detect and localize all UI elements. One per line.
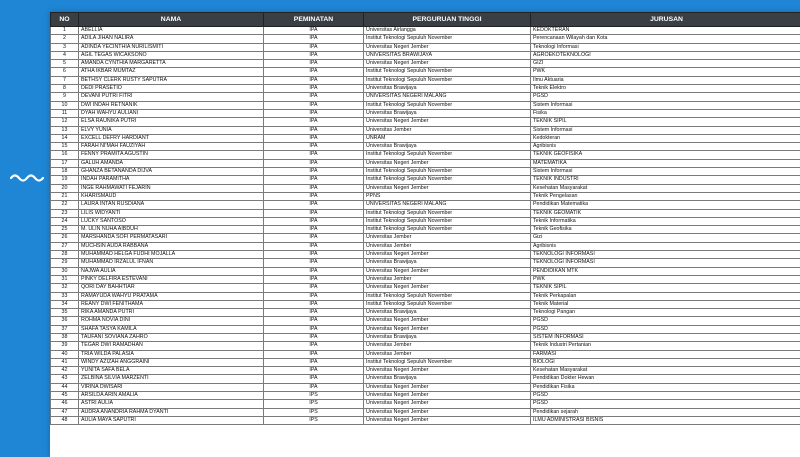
cell-perguruan-tinggi: Universitas Negeri Jember xyxy=(364,416,531,424)
cell-peminatan: IPA xyxy=(264,342,364,350)
table-row xyxy=(51,35,800,43)
cell-jurusan: Pendidikan Fisika xyxy=(531,383,800,391)
cell-perguruan-tinggi: Universitas Jember xyxy=(364,234,531,242)
cell-peminatan: IPA xyxy=(264,275,364,283)
header-peminatan: PEMINATAN xyxy=(264,13,364,27)
cell-perguruan-tinggi: Universitas Brawijaya xyxy=(364,109,531,117)
table-row xyxy=(51,143,800,151)
cell-nama: SHAFA TASYA KAMILA xyxy=(79,325,264,333)
cell-no: 47 xyxy=(51,408,79,416)
cell-no: 15 xyxy=(51,143,79,151)
cell-jurusan: Pendidikan Dokter Hewan xyxy=(531,375,800,383)
cell-perguruan-tinggi: Institut Teknologi Sepuluh November xyxy=(364,35,531,43)
cell-peminatan: IPA xyxy=(264,333,364,341)
cell-nama: AGIL TEGAS WICAKSONO xyxy=(79,51,264,59)
cell-peminatan: IPA xyxy=(264,101,364,109)
cell-no: 48 xyxy=(51,416,79,424)
cell-nama: DEDI PRASETIO xyxy=(79,85,264,93)
cell-jurusan: BIOLOGI xyxy=(531,358,800,366)
cell-perguruan-tinggi: Institut Teknologi Sepuluh November xyxy=(364,226,531,234)
cell-jurusan: TEKNOLOGI INFORMASI xyxy=(531,251,800,259)
cell-no: 39 xyxy=(51,342,79,350)
table-row xyxy=(51,284,800,292)
cell-nama: VIRINA DWISARI xyxy=(79,383,264,391)
cell-no: 12 xyxy=(51,118,79,126)
cell-perguruan-tinggi: Institut Teknologi Sepuluh November xyxy=(364,176,531,184)
cell-nama: M. ULIN NUHA AIBDUH xyxy=(79,226,264,234)
cell-no: 14 xyxy=(51,134,79,142)
cell-perguruan-tinggi: Institut Teknologi Sepuluh November xyxy=(364,358,531,366)
table-row xyxy=(51,201,800,209)
table-row xyxy=(51,251,800,259)
cell-nama: MUHAMMAD HELGA FUDHI MOJALLA xyxy=(79,251,264,259)
cell-nama: RAMAYUDA WAHYU PRATAMA xyxy=(79,292,264,300)
cell-nama: ZELBINA SILVIA MARZENTI xyxy=(79,375,264,383)
cell-nama: ADILA JIHAN NALIRA xyxy=(79,35,264,43)
cell-jurusan: Sistem Informasi xyxy=(531,101,800,109)
cell-perguruan-tinggi: Universitas Negeri Jember xyxy=(364,43,531,51)
wave-icon xyxy=(10,172,44,184)
cell-no: 9 xyxy=(51,93,79,101)
cell-peminatan: IPA xyxy=(264,85,364,93)
table-row xyxy=(51,292,800,300)
cell-nama: DWI INDAH RETNANIK xyxy=(79,101,264,109)
cell-jurusan: PWK xyxy=(531,275,800,283)
cell-jurusan: Pendidikan Matematika xyxy=(531,201,800,209)
cell-perguruan-tinggi: Universitas Negeri Jember xyxy=(364,267,531,275)
cell-jurusan: Pendidikan sejarah xyxy=(531,408,800,416)
cell-nama: LUCKY SANTOSO xyxy=(79,217,264,225)
cell-jurusan: Teknologi Informasi xyxy=(531,43,800,51)
cell-nama: MARSHANDA SOFI PERMATASARI xyxy=(79,234,264,242)
cell-no: 38 xyxy=(51,333,79,341)
cell-peminatan: IPA xyxy=(264,159,364,167)
cell-perguruan-tinggi: Universitas Negeri Jember xyxy=(364,159,531,167)
cell-peminatan: IPA xyxy=(264,358,364,366)
table-row xyxy=(51,192,800,200)
cell-nama: ATHA IKBAR MUMTAZ xyxy=(79,68,264,76)
cell-peminatan: IPA xyxy=(264,217,364,225)
table-row xyxy=(51,217,800,225)
cell-jurusan: Teknik Industri Pertanian xyxy=(531,342,800,350)
cell-no: 21 xyxy=(51,192,79,200)
cell-peminatan: IPA xyxy=(264,126,364,134)
table-row xyxy=(51,51,800,59)
cell-jurusan: Sistem Informasi xyxy=(531,168,800,176)
cell-perguruan-tinggi: Universitas Jember xyxy=(364,350,531,358)
cell-nama: REANY DWI FENITHAMA xyxy=(79,300,264,308)
cell-jurusan: KEDOKTERAN xyxy=(531,27,800,35)
cell-perguruan-tinggi: Universitas Brawijaya xyxy=(364,375,531,383)
cell-nama: ASTRI AULIA xyxy=(79,400,264,408)
cell-peminatan: IPA xyxy=(264,201,364,209)
cell-perguruan-tinggi: Institut Teknologi Sepuluh November xyxy=(364,209,531,217)
student-table xyxy=(50,12,800,425)
cell-peminatan: IPA xyxy=(264,317,364,325)
cell-jurusan: Teknologi Pangan xyxy=(531,309,800,317)
cell-peminatan: IPA xyxy=(264,151,364,159)
cell-nama: AULIA MAYA SAPUTRI xyxy=(79,416,264,424)
cell-peminatan: IPA xyxy=(264,109,364,117)
cell-peminatan: IPA xyxy=(264,325,364,333)
cell-jurusan: Ilmu Aktuaria xyxy=(531,76,800,84)
table-row xyxy=(51,151,800,159)
table-row xyxy=(51,176,800,184)
cell-no: 42 xyxy=(51,367,79,375)
cell-perguruan-tinggi: Universitas Negeri Jember xyxy=(364,325,531,333)
cell-perguruan-tinggi: Universitas Negeri Jember xyxy=(364,284,531,292)
cell-peminatan: IPS xyxy=(264,392,364,400)
cell-perguruan-tinggi: Universitas Negeri Jember xyxy=(364,251,531,259)
cell-no: 33 xyxy=(51,292,79,300)
cell-jurusan: Teknik Material xyxy=(531,300,800,308)
table-row xyxy=(51,109,800,117)
cell-no: 28 xyxy=(51,251,79,259)
cell-peminatan: IPA xyxy=(264,226,364,234)
header-jurusan: JURUSAN xyxy=(531,13,800,27)
cell-perguruan-tinggi: Universitas Negeri Jember xyxy=(364,317,531,325)
cell-peminatan: IPA xyxy=(264,35,364,43)
cell-peminatan: IPA xyxy=(264,251,364,259)
cell-nama: EXCELL DEFRY HARDIANT xyxy=(79,134,264,142)
table-body xyxy=(51,27,800,425)
table-row xyxy=(51,333,800,341)
cell-jurusan: Teknik Pengelasan xyxy=(531,192,800,200)
table-row xyxy=(51,76,800,84)
table-row xyxy=(51,60,800,68)
table-row xyxy=(51,400,800,408)
cell-jurusan: GIZI xyxy=(531,60,800,68)
table-row xyxy=(51,134,800,142)
table-row xyxy=(51,168,800,176)
cell-no: 16 xyxy=(51,151,79,159)
cell-nama: GHANZA BETANANDA DIJVA xyxy=(79,168,264,176)
table-row xyxy=(51,43,800,51)
cell-no: 5 xyxy=(51,60,79,68)
header-nama: NAMA xyxy=(79,13,264,27)
cell-peminatan: IPA xyxy=(264,43,364,51)
cell-peminatan: IPS xyxy=(264,408,364,416)
table-row xyxy=(51,317,800,325)
cell-peminatan: IPA xyxy=(264,192,364,200)
cell-peminatan: IPA xyxy=(264,60,364,68)
cell-peminatan: IPA xyxy=(264,209,364,217)
cell-no: 10 xyxy=(51,101,79,109)
cell-jurusan: Agribisnis xyxy=(531,143,800,151)
cell-jurusan: PGSD xyxy=(531,93,800,101)
cell-nama: FENNY PRAMITA AGUSTIN xyxy=(79,151,264,159)
cell-nama: RIKA AMANDA PUTRI xyxy=(79,309,264,317)
cell-nama: TEGAR DWI RAMADHAN xyxy=(79,342,264,350)
cell-no: 17 xyxy=(51,159,79,167)
cell-perguruan-tinggi: Institut Teknologi Sepuluh November xyxy=(364,168,531,176)
cell-no: 46 xyxy=(51,400,79,408)
cell-jurusan: Agribisnis xyxy=(531,242,800,250)
cell-nama: AMANDA CYNTHIA MARGARETTA xyxy=(79,60,264,68)
cell-jurusan: Gizi xyxy=(531,234,800,242)
cell-nama: ELVY YUNIA xyxy=(79,126,264,134)
cell-jurusan: PGSD xyxy=(531,400,800,408)
cell-jurusan: Kesehatan Masyarakat xyxy=(531,367,800,375)
cell-nama: ARSILDA ARIN AMALIA xyxy=(79,392,264,400)
cell-nama: DYAH WAHYU AULIANI xyxy=(79,109,264,117)
cell-peminatan: IPA xyxy=(264,350,364,358)
cell-perguruan-tinggi: Universitas Negeri Jember xyxy=(364,60,531,68)
cell-perguruan-tinggi: Universitas Jember xyxy=(364,126,531,134)
cell-perguruan-tinggi: Institut Teknologi Sepuluh November xyxy=(364,217,531,225)
table-row xyxy=(51,242,800,250)
cell-nama: GALUH AMANDA xyxy=(79,159,264,167)
cell-no: 1 xyxy=(51,27,79,35)
cell-no: 43 xyxy=(51,375,79,383)
table-row xyxy=(51,392,800,400)
cell-no: 24 xyxy=(51,217,79,225)
cell-nama: AUDRA ANANDRIA RAHMA DYANTI xyxy=(79,408,264,416)
cell-no: 19 xyxy=(51,176,79,184)
cell-no: 18 xyxy=(51,168,79,176)
cell-perguruan-tinggi: Institut Teknologi Sepuluh November xyxy=(364,151,531,159)
table-row xyxy=(51,300,800,308)
cell-peminatan: IPA xyxy=(264,184,364,192)
table-row xyxy=(51,234,800,242)
table-row xyxy=(51,118,800,126)
cell-peminatan: IPA xyxy=(264,93,364,101)
cell-no: 37 xyxy=(51,325,79,333)
cell-no: 7 xyxy=(51,76,79,84)
cell-peminatan: IPA xyxy=(264,27,364,35)
cell-jurusan: TEKNIK GEOFISIKA xyxy=(531,151,800,159)
cell-perguruan-tinggi: Universitas Brawijaya xyxy=(364,333,531,341)
cell-perguruan-tinggi: Institut Teknologi Sepuluh November xyxy=(364,76,531,84)
cell-jurusan: TEKNIK SIPIL xyxy=(531,284,800,292)
cell-nama: ROHMA NOVIA DINI xyxy=(79,317,264,325)
cell-no: 45 xyxy=(51,392,79,400)
table-row xyxy=(51,85,800,93)
cell-perguruan-tinggi: PPNS xyxy=(364,192,531,200)
cell-no: 25 xyxy=(51,226,79,234)
cell-nama: MUCHSIN AUDA RABBANA xyxy=(79,242,264,250)
cell-nama: ELSA RAUNIKA PUTRI xyxy=(79,118,264,126)
cell-no: 20 xyxy=(51,184,79,192)
table-row xyxy=(51,408,800,416)
cell-perguruan-tinggi: Institut Teknologi Sepuluh November xyxy=(364,101,531,109)
table-row xyxy=(51,226,800,234)
cell-peminatan: IPA xyxy=(264,134,364,142)
cell-perguruan-tinggi: Universitas Negeri Jember xyxy=(364,383,531,391)
cell-jurusan: TEKNOLOGI INFORMASI xyxy=(531,259,800,267)
table-row xyxy=(51,375,800,383)
cell-jurusan: PWK xyxy=(531,68,800,76)
cell-perguruan-tinggi: UNIVERSITAS NEGERI MALANG xyxy=(364,93,531,101)
cell-peminatan: IPA xyxy=(264,168,364,176)
cell-jurusan: Fisika xyxy=(531,109,800,117)
cell-jurusan: SISTEM INFORMASI xyxy=(531,333,800,341)
table-row xyxy=(51,383,800,391)
cell-perguruan-tinggi: Universitas Brawijaya xyxy=(364,259,531,267)
table-row xyxy=(51,367,800,375)
cell-perguruan-tinggi: Universitas Negeri Jember xyxy=(364,400,531,408)
table-row xyxy=(51,350,800,358)
cell-no: 32 xyxy=(51,284,79,292)
cell-no: 29 xyxy=(51,259,79,267)
cell-jurusan: PENDIDIKAN MTK xyxy=(531,267,800,275)
table-row xyxy=(51,325,800,333)
cell-nama: QORI DAY BAHHTIAR xyxy=(79,284,264,292)
cell-jurusan: TEKNIK SIPIL xyxy=(531,118,800,126)
cell-nama: BETHSY CLERK RUSTY SAPUTRA xyxy=(79,76,264,84)
cell-peminatan: IPA xyxy=(264,300,364,308)
cell-jurusan: AGROEKOTEKNOLOGI xyxy=(531,51,800,59)
cell-peminatan: IPA xyxy=(264,176,364,184)
cell-peminatan: IPA xyxy=(264,309,364,317)
cell-perguruan-tinggi: Universitas Negeri Jember xyxy=(364,367,531,375)
cell-peminatan: IPA xyxy=(264,118,364,126)
cell-peminatan: IPA xyxy=(264,68,364,76)
table-row xyxy=(51,416,800,424)
table-row xyxy=(51,259,800,267)
cell-jurusan: Perencanaan Wilayah dan Kota xyxy=(531,35,800,43)
cell-nama: NAJWA AULIA xyxy=(79,267,264,275)
table-row xyxy=(51,184,800,192)
cell-perguruan-tinggi: Institut Teknologi Sepuluh November xyxy=(364,300,531,308)
cell-no: 4 xyxy=(51,51,79,59)
cell-no: 27 xyxy=(51,242,79,250)
cell-no: 11 xyxy=(51,109,79,117)
table-header xyxy=(51,13,800,27)
header-no: NO xyxy=(51,13,79,27)
table-row xyxy=(51,68,800,76)
table-row xyxy=(51,101,800,109)
cell-jurusan: ILMU ADMINISTRASI BISNIS xyxy=(531,416,800,424)
cell-peminatan: IPA xyxy=(264,234,364,242)
cell-jurusan: PGSD xyxy=(531,325,800,333)
cell-jurusan: PGSD xyxy=(531,317,800,325)
cell-perguruan-tinggi: Universitas Negeri Jember xyxy=(364,408,531,416)
table-row xyxy=(51,309,800,317)
cell-jurusan: FARMASI xyxy=(531,350,800,358)
table-row xyxy=(51,126,800,134)
student-table-sheet xyxy=(50,12,800,457)
table-row xyxy=(51,27,800,35)
cell-jurusan: MATEMATIKA xyxy=(531,159,800,167)
cell-nama: TAUFANI SOVIANA ZAHRO xyxy=(79,333,264,341)
cell-peminatan: IPA xyxy=(264,367,364,375)
cell-nama: INDAH PARAMITHA xyxy=(79,176,264,184)
cell-no: 26 xyxy=(51,234,79,242)
cell-no: 22 xyxy=(51,201,79,209)
cell-peminatan: IPA xyxy=(264,292,364,300)
table-row xyxy=(51,342,800,350)
cell-peminatan: IPA xyxy=(264,242,364,250)
cell-peminatan: IPS xyxy=(264,416,364,424)
cell-nama: DEVANI PUTRI FITRI xyxy=(79,93,264,101)
cell-peminatan: IPA xyxy=(264,76,364,84)
cell-nama: ADINDA YECINTHIA NURILISMITI xyxy=(79,43,264,51)
cell-perguruan-tinggi: Institut Teknologi Sepuluh November xyxy=(364,292,531,300)
table-row xyxy=(51,267,800,275)
cell-nama: LILIS WIDYANTI xyxy=(79,209,264,217)
cell-perguruan-tinggi: Universitas Brawijaya xyxy=(364,143,531,151)
cell-perguruan-tinggi: Universitas Brawijaya xyxy=(364,309,531,317)
cell-nama: MUHAMMAD IRZALUL IFNAN xyxy=(79,259,264,267)
cell-peminatan: IPA xyxy=(264,51,364,59)
cell-perguruan-tinggi: Universitas Brawijaya xyxy=(364,85,531,93)
cell-peminatan: IPA xyxy=(264,284,364,292)
cell-peminatan: IPA xyxy=(264,383,364,391)
cell-nama: TRIA WILDA PALASIA xyxy=(79,350,264,358)
cell-no: 23 xyxy=(51,209,79,217)
cell-no: 36 xyxy=(51,317,79,325)
cell-jurusan: Sistem Informasi xyxy=(531,126,800,134)
cell-perguruan-tinggi: UNIVERSITAS NEGERI MALANG xyxy=(364,201,531,209)
cell-jurusan: TEKNIK INDUSTRI xyxy=(531,176,800,184)
cell-perguruan-tinggi: Institut Teknologi Sepuluh November xyxy=(364,68,531,76)
cell-no: 30 xyxy=(51,267,79,275)
cell-perguruan-tinggi: UNRAM xyxy=(364,134,531,142)
cell-perguruan-tinggi: Universitas Jember xyxy=(364,242,531,250)
cell-jurusan: Teknik Geofisika xyxy=(531,226,800,234)
cell-no: 6 xyxy=(51,68,79,76)
header-row xyxy=(51,13,800,27)
cell-peminatan: IPS xyxy=(264,400,364,408)
cell-jurusan: Teknik Perkapalan xyxy=(531,292,800,300)
cell-no: 2 xyxy=(51,35,79,43)
cell-no: 41 xyxy=(51,358,79,366)
cell-nama: FARAH NI'MAH FAUZIYAH xyxy=(79,143,264,151)
cell-perguruan-tinggi: Universitas Negeri Jember xyxy=(364,392,531,400)
cell-perguruan-tinggi: UNIVERSITAS BRAWIJAYA xyxy=(364,51,531,59)
cell-nama: YUNITA SAFA BELA xyxy=(79,367,264,375)
table-row xyxy=(51,209,800,217)
cell-no: 35 xyxy=(51,309,79,317)
cell-nama: KHARISMAUD xyxy=(79,192,264,200)
cell-no: 40 xyxy=(51,350,79,358)
table-row xyxy=(51,275,800,283)
cell-peminatan: IPA xyxy=(264,143,364,151)
cell-perguruan-tinggi: Universitas Negeri Jember xyxy=(364,118,531,126)
cell-jurusan: Teknik Informatika xyxy=(531,217,800,225)
table-row xyxy=(51,159,800,167)
cell-perguruan-tinggi: Universitas Jember xyxy=(364,342,531,350)
cell-no: 34 xyxy=(51,300,79,308)
cell-jurusan: TEKNIK GEOMATIK xyxy=(531,209,800,217)
cell-no: 3 xyxy=(51,43,79,51)
cell-jurusan: Kesehatan Masyarakat xyxy=(531,184,800,192)
cell-no: 8 xyxy=(51,85,79,93)
cell-no: 13 xyxy=(51,126,79,134)
cell-nama: WINDY AZIZAH ANGGRAINI xyxy=(79,358,264,366)
table-row xyxy=(51,93,800,101)
cell-jurusan: Teknik Elektro xyxy=(531,85,800,93)
cell-nama: ABELLIA xyxy=(79,27,264,35)
cell-jurusan: Kedokteran xyxy=(531,134,800,142)
cell-perguruan-tinggi: Universitas Negeri Jember xyxy=(364,184,531,192)
cell-peminatan: IPA xyxy=(264,267,364,275)
table-row xyxy=(51,358,800,366)
cell-perguruan-tinggi: Universitas Jember xyxy=(364,275,531,283)
cell-peminatan: IPA xyxy=(264,375,364,383)
cell-no: 31 xyxy=(51,275,79,283)
cell-perguruan-tinggi: Universitas Airlangga xyxy=(364,27,531,35)
cell-nama: PINKY DELFIRA ESTEVANI xyxy=(79,275,264,283)
cell-jurusan: PGSD xyxy=(531,392,800,400)
cell-peminatan: IPA xyxy=(264,259,364,267)
cell-nama: LAURA INTAN RUSDIANA xyxy=(79,201,264,209)
cell-nama: INGE RAHMAWATI FEJARIN xyxy=(79,184,264,192)
cell-no: 44 xyxy=(51,383,79,391)
header-perguruan-tinggi: PERGURUAN TINGGI xyxy=(364,13,531,27)
